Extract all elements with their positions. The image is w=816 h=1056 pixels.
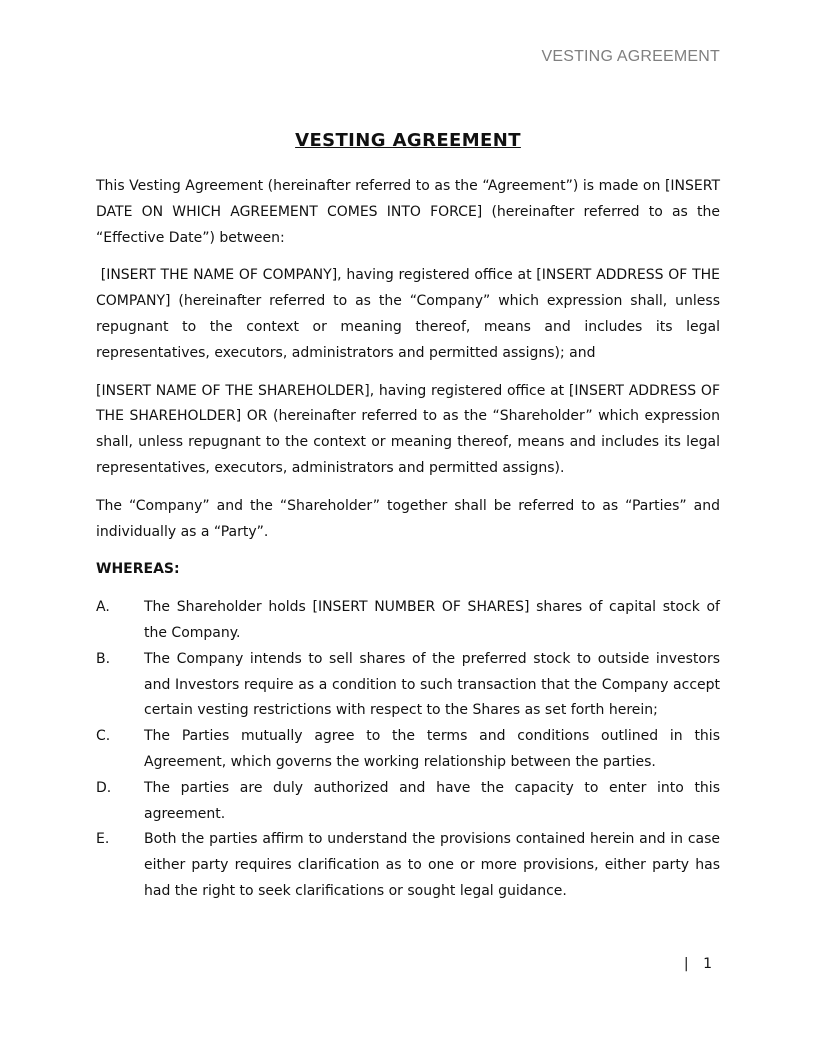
recital-text: The Shareholder holds [INSERT NUMBER OF SHARES] shares of capital stock of the Company. bbox=[144, 599, 720, 641]
recital-item-b bbox=[96, 647, 720, 724]
footer-separator: | bbox=[683, 956, 689, 972]
recitals-list bbox=[96, 595, 720, 905]
recital-letter: A. bbox=[96, 599, 110, 616]
document-title: VESTING AGREEMENT bbox=[295, 130, 521, 151]
page-footer bbox=[684, 956, 712, 972]
intro-paragraph: This Vesting Agreement (hereinafter referred to as the “Agreement”) is made on [INSERT DATE ON WHICH AGREEMENT COMES INTO FORCE] (hereinafter referred to as the “Effective Date”) between: bbox=[96, 178, 720, 246]
running-header: VESTING AGREEMENT bbox=[541, 48, 720, 65]
recital-letter: D. bbox=[96, 779, 112, 796]
recital-text: The Parties mutually agree to the terms and conditions outlined in this Agreement, which governs the working relationship between the parties. bbox=[144, 728, 720, 770]
recital-text: The Company intends to sell shares of the preferred stock to outside investors and Investors require as a condition to such transaction that the Company accept certain vesting restrictions with respect to the Shares as set forth herein; bbox=[144, 650, 720, 719]
recital-letter: B. bbox=[96, 650, 111, 667]
company-party-paragraph: [INSERT THE NAME OF COMPANY], having registered office at [INSERT ADDRESS OF THE COMPANY] (hereinafter referred to as the “Company” which expression shall, unless repugnant to the context or meaning thereof, means and includes its legal representatives, executors, administrators and permitted assigns); and bbox=[96, 267, 725, 361]
recital-item-d bbox=[96, 776, 720, 828]
recital-letter: E. bbox=[96, 831, 110, 848]
parties-definition-paragraph: The “Company” and the “Shareholder” together shall be referred to as “Parties” and individually as a “Party”. bbox=[96, 497, 720, 540]
whereas-heading: WHEREAS: bbox=[96, 561, 180, 578]
recital-letter: C. bbox=[96, 728, 111, 745]
shareholder-party-paragraph: [INSERT NAME OF THE SHAREHOLDER], having registered office at [INSERT ADDRESS OF THE SHAREHOLDER] OR (hereinafter referred to as the “Shareholder” which expression shall, unless repugnant to the context or meaning thereof, means and includes its legal representatives, executors, administrators and permitted assigns). bbox=[96, 382, 720, 476]
recital-text: Both the parties affirm to understand the provisions contained herein and in case either party requires clarification as to one or more provisions, either party has had the right to seek clarifications or sought legal guidance. bbox=[144, 831, 720, 899]
document-body bbox=[96, 128, 725, 905]
recital-item-c bbox=[96, 724, 720, 776]
recital-item-a bbox=[96, 595, 720, 647]
page-number: 1 bbox=[703, 956, 712, 972]
recital-text: The parties are duly authorized and have the capacity to enter into this agreement. bbox=[144, 779, 720, 822]
recital-item-e bbox=[96, 827, 720, 904]
